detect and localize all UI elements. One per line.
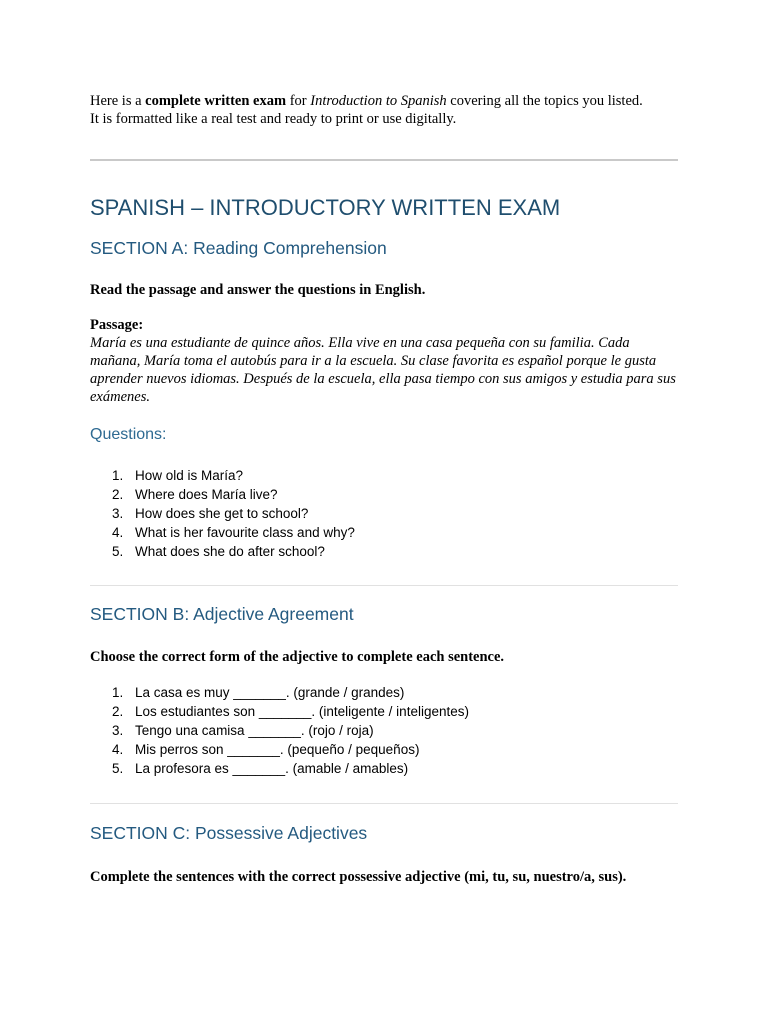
question-text: What does she do after school? — [135, 544, 325, 559]
list-item — [90, 542, 678, 561]
item-text: Mis perros son _______. (pequeño / pequeños) — [135, 742, 420, 757]
question-text: How does she get to school? — [135, 506, 309, 521]
list-item — [90, 740, 678, 759]
passage-label: Passage: — [90, 317, 144, 333]
document-page — [90, 92, 678, 886]
item-number: 5. — [112, 761, 124, 776]
exam-title: SPANISH – INTRODUCTORY WRITTEN EXAM — [90, 195, 561, 220]
section-c-instruction: Complete the sentences with the correct possessive adjective (mi, tu, su, nuestro/a, sus). — [90, 869, 627, 885]
question-text: Where does María live? — [135, 487, 278, 502]
intro-text-2: for — [286, 93, 311, 109]
intro-text-1: Here is a — [90, 93, 146, 109]
section-a-heading: SECTION A: Reading Comprehension — [90, 238, 387, 258]
question-number: 3. — [112, 506, 124, 521]
divider-section-b — [90, 585, 678, 586]
question-number: 2. — [112, 487, 124, 502]
item-number: 1. — [112, 685, 124, 700]
section-b-instruction: Choose the correct form of the adjective to complete each sentence. — [90, 649, 505, 665]
list-item — [90, 759, 678, 778]
list-item — [90, 523, 678, 542]
list-item — [90, 683, 678, 702]
section-b-items — [90, 683, 678, 778]
question-number: 1. — [112, 468, 124, 483]
section-a-questions — [90, 466, 678, 561]
divider-top — [90, 159, 678, 161]
intro-text-3: covering all the topics you listed. — [446, 93, 643, 109]
question-number: 4. — [112, 525, 124, 540]
item-number: 2. — [112, 704, 124, 719]
list-item — [90, 485, 678, 504]
list-item — [90, 504, 678, 523]
passage-text: María es una estudiante de quince años. Ella vive en una casa pequeña con su familia. Cada mañana, María toma el autobús para ir a la escuela. Su clase favorita es español porque le gusta aprender nuevos idiomas. Después de la escuela, ella pasa tiempo con sus amigos y estudia para sus exámenes. — [90, 335, 676, 405]
item-text: Los estudiantes son _______. (inteligente / inteligentes) — [135, 704, 469, 719]
intro-line-2: It is formatted like a real test and ready to print or use digitally. — [90, 111, 457, 127]
intro-course-name: Introduction to Spanish — [310, 93, 447, 109]
question-number: 5. — [112, 544, 124, 559]
item-number: 4. — [112, 742, 124, 757]
item-text: La casa es muy _______. (grande / grandes) — [135, 685, 405, 700]
divider-section-c — [90, 803, 678, 804]
section-a-instruction: Read the passage and answer the questions in English. — [90, 282, 426, 298]
section-c-heading: SECTION C: Possessive Adjectives — [90, 823, 368, 843]
list-item — [90, 466, 678, 485]
question-text: What is her favourite class and why? — [135, 525, 355, 540]
intro-bold-exam: complete written exam — [145, 93, 287, 109]
list-item — [90, 702, 678, 721]
item-text: La profesora es _______. (amable / amables) — [135, 761, 409, 776]
list-item — [90, 721, 678, 740]
question-text: How old is María? — [135, 468, 244, 483]
item-number: 3. — [112, 723, 124, 738]
intro-paragraph — [90, 92, 678, 128]
section-b-heading: SECTION B: Adjective Agreement — [90, 604, 354, 624]
questions-heading: Questions: — [90, 426, 167, 443]
item-text: Tengo una camisa _______. (rojo / roja) — [135, 723, 374, 738]
